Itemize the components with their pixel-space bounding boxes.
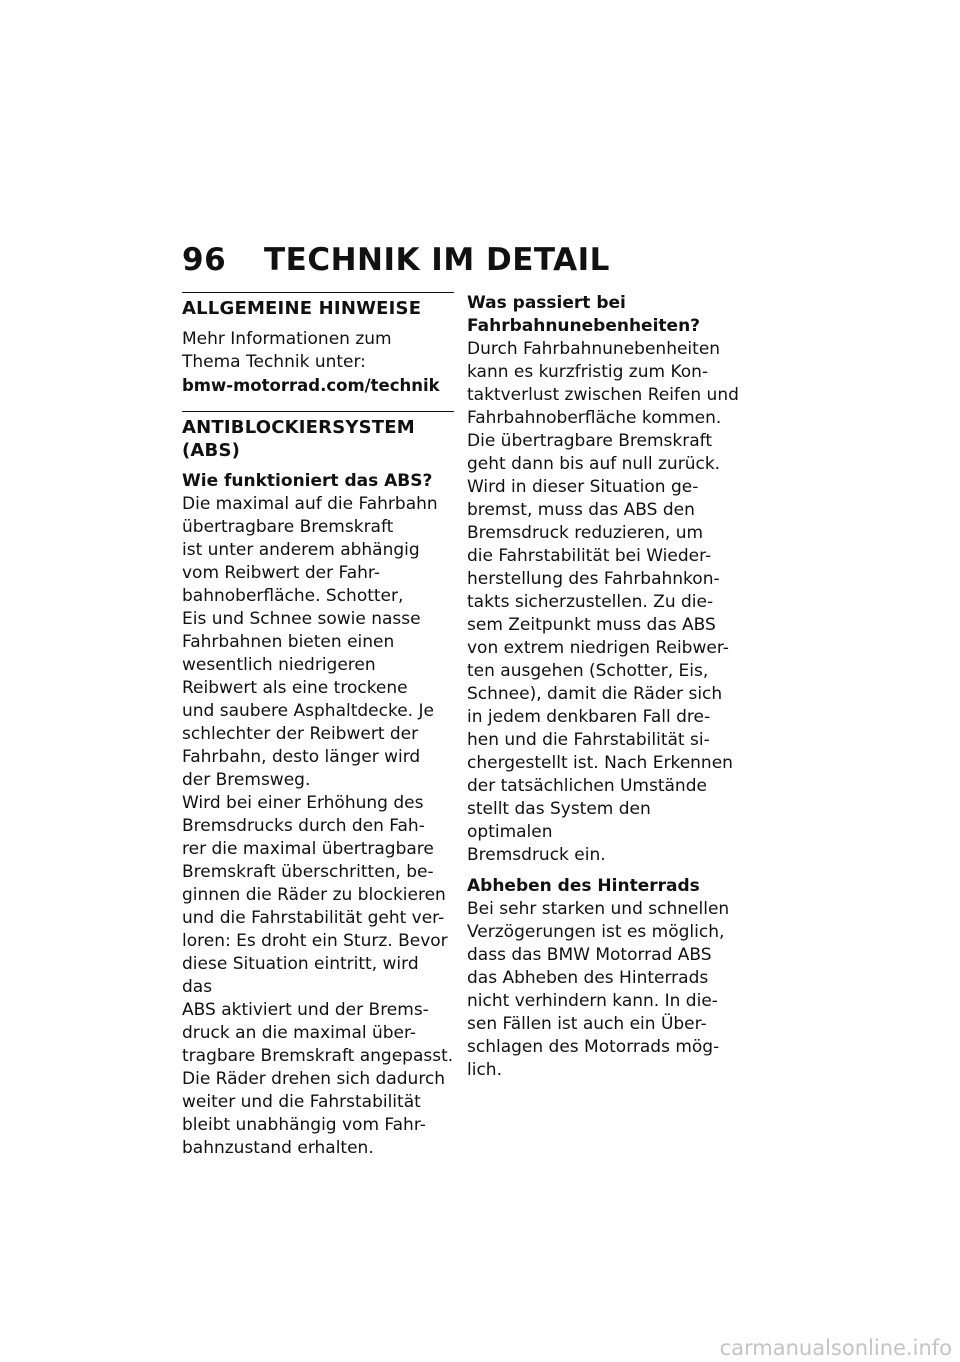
watermark: carmanualsonline.info [719,1336,952,1360]
technik-link[interactable]: bmw-motorrad.com/technik [182,376,440,395]
subheading-rear-wheel-lift: Abheben des Hinterrads [467,876,700,896]
spacer [182,397,454,411]
left-column [182,292,454,1160]
section-heading-general: ALLGEMEINE HINWEISE [182,298,422,319]
abs-paragraph-2: Wird bei einer Erhöhung des Bremsdrucks durch den Fah- rer die maximal übertragbare Bremskraft überschritten, be- ginnen die Räder zu blockieren und die Fahrstabilität geht ver- loren: Es droht ein Sturz. Bevor diese Situation eintritt, wird das ABS aktiviert und der Brems- druck an die maximal über- tragbare Bremskraft angepasst. Die Räder drehen sich dadurch weiter und die Fahrstabilität bleibt unabhängig vom Fahr- bahnzustand erhalten. [182,793,454,1158]
section-general [182,292,454,397]
section-abs [182,411,454,1160]
spacer [467,867,739,875]
section-rule [182,292,454,293]
page-header [182,240,782,280]
right-column [467,292,739,1082]
section-uneven-road [467,292,739,867]
page-number: 96 [182,242,227,278]
subheading-uneven-road: Was passiert bei Fahrbahnunebenheiten? [467,293,701,336]
subheading-abs-how: Wie funktioniert das ABS? [182,471,433,491]
section-heading-abs: ANTIBLOCKIERSYSTEM (ABS) [182,417,415,461]
uneven-road-text: Durch Fahrbahnunebenheiten kann es kurzfristig zum Kon- taktverlust zwischen Reifen und Fahrbahnoberfläche kommen. Die übertragbare Bremskraft geht dann bis auf null zurück. Wird in dieser Situation ge- bremst, muss das ABS den Bremsdruck reduzieren, um die Fahrstabilität bei Wieder- herstellung des Fahrbahnkon- takts sicherzustellen. Zu die- sem Zeitpunkt muss das ABS von extrem niedrigen Reibwer- ten ausgehen (Schotter, Eis, Schnee), damit die Räder sich in jedem denkbaren Fall dre- hen und die Fahrstabilität si- chergestellt ist. Nach Erkennen der tatsächlichen Umstände stellt das System den optimalen Bremsdruck ein. [467,339,739,865]
page-title: TECHNIK IM DETAIL [264,242,610,278]
section-rule [182,411,454,412]
rear-wheel-lift-text: Bei sehr starken und schnellen Verzögerungen ist es möglich, dass das BMW Motorrad ABS das Abheben des Hinterrads nicht verhindern kann. In die- sen Fällen ist auch ein Über- schlagen des Motorrads mög- lich. [467,899,730,1080]
general-text: Mehr Informationen zum Thema Technik unter: [182,329,392,372]
section-rear-wheel-lift [467,875,739,1082]
abs-paragraph-1: Die maximal auf die Fahrbahn übertragbare Bremskraft ist unter anderem abhängig vom Reibwert der Fahr- bahnoberfläche. Schotter, Eis und Schnee sowie nasse Fahrbahnen bieten einen wesentlich niedrigeren Reibwert als eine trockene und saubere Asphaltdecke. Je schlechter der Reibwert der Fahrbahn, desto länger wird der Bremsweg. [182,494,438,790]
